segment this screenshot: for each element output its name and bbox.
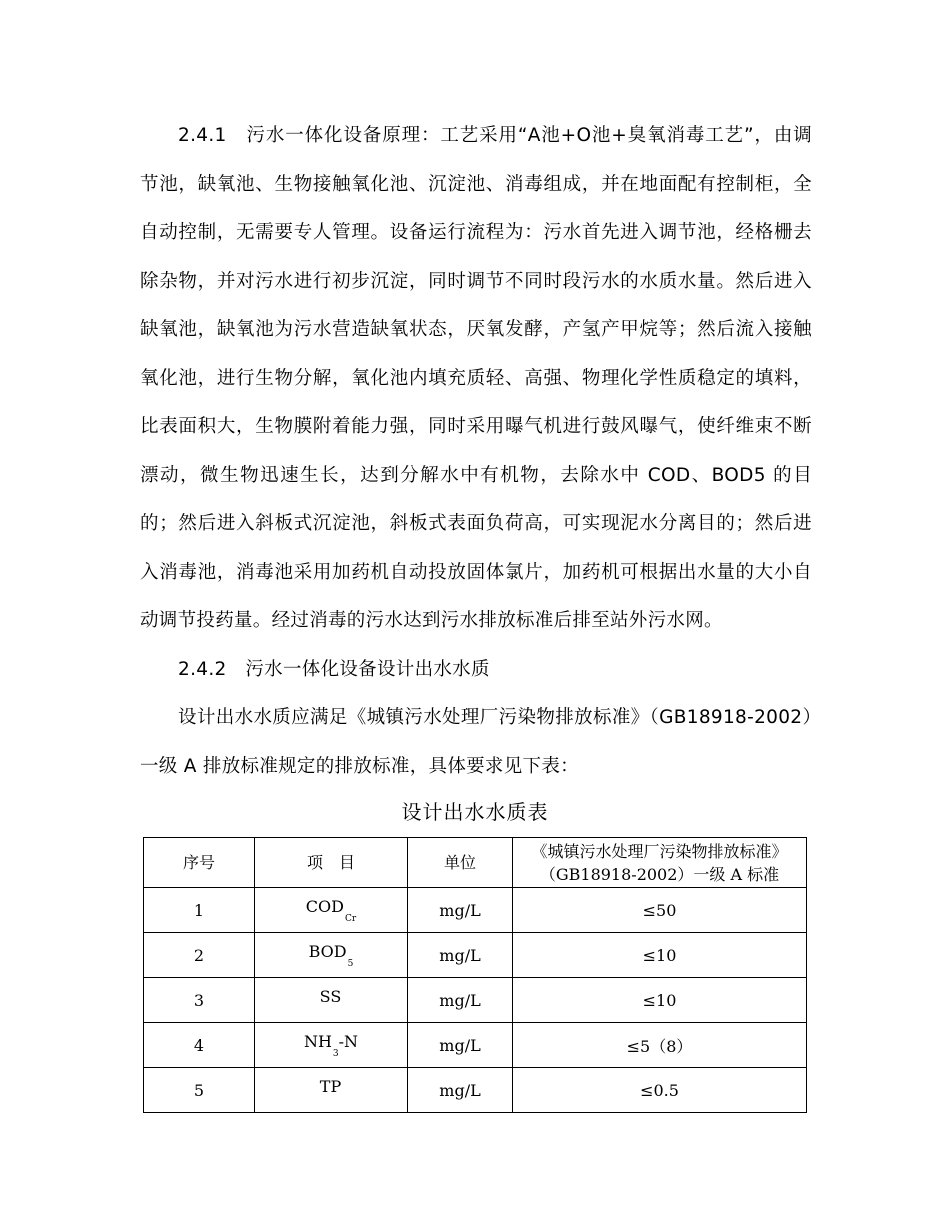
table-row xyxy=(144,978,807,1023)
item-name: BOD xyxy=(308,941,347,961)
heading-2-4-2: 2.4.2 污水一体化设备设计出水水质 xyxy=(178,658,490,680)
cell-no: 4 xyxy=(144,1023,255,1068)
table-row xyxy=(144,1023,807,1068)
cell-standard: ≤5（8） xyxy=(513,1023,807,1068)
paragraph-2-4-1: 2.4.1 污水一体化设备原理：工艺采用“A池+O池+臭氧消毒工艺”，由调节池，缺氧池、生物接触氧化池、沉淀池、消毒组成，并在地面配有控制柜，全自动控制，无需要专人管理。设备运行流程为：污水首先进入调节池，经格栅去除杂物，并对污水进行初步沉淀，同时调节不同时段污水的水质水量。然后进入缺氧池，缺氧池为污水营造缺氧状态，厌氧发酵，产氢产甲烷等；然后流入接触氧化池，进行生物分解，氧化池内填充质轻、高强、物理化学性质稳定的填料，比表面积大，生物膜附着能力强，同时采用曝气机进行鼓风曝气，使纤维束不断漂动，微生物迅速生长，达到分解水中有机物，去除水中 COD、BOD5 的目的；然后进入斜板式沉淀池，斜板式表面负荷高，可实现泥水分离目的；然后进入消毒池，消毒池采用加药机自动投放固体氯片，加药机可根据出水量的大小自动调节投药量。经过消毒的污水达到污水排放标准后排至站外污水网。 xyxy=(140,125,813,631)
item-name: COD xyxy=(305,896,344,916)
cell-standard: ≤50 xyxy=(513,888,807,933)
item-subscript: 3 xyxy=(332,1048,339,1059)
table-title: 设计出水水质表 xyxy=(401,800,549,824)
cell-standard: ≤0.5 xyxy=(513,1068,807,1113)
cell-unit: mg/L xyxy=(408,933,513,978)
cell-unit: mg/L xyxy=(408,1023,513,1068)
item-subscript: 5 xyxy=(347,958,354,969)
cell-unit: mg/L xyxy=(408,1068,513,1113)
body-text xyxy=(140,112,812,791)
cell-item xyxy=(255,933,408,978)
cell-no: 5 xyxy=(144,1068,255,1113)
cell-standard: ≤10 xyxy=(513,933,807,978)
cell-no: 2 xyxy=(144,933,255,978)
cell-item xyxy=(255,1023,408,1068)
cell-item xyxy=(255,978,408,1023)
item-subscript: Cr xyxy=(344,913,357,924)
header-item: 项 目 xyxy=(255,838,408,888)
item-name: TP xyxy=(319,1076,342,1096)
item-name: SS xyxy=(319,986,342,1006)
table-row xyxy=(144,888,807,933)
cell-unit: mg/L xyxy=(408,888,513,933)
cell-standard: ≤10 xyxy=(513,978,807,1023)
cell-no: 1 xyxy=(144,888,255,933)
table-header-row xyxy=(144,838,807,888)
cell-unit: mg/L xyxy=(408,978,513,1023)
water-quality-table xyxy=(143,837,807,1113)
header-standard: 《城镇污水处理厂污染物排放标准》（GB18918-2002）一级 A 标准 xyxy=(513,838,807,888)
header-no: 序号 xyxy=(144,838,255,888)
header-unit: 单位 xyxy=(408,838,513,888)
item-suffix: -N xyxy=(338,1031,359,1051)
item-name: NH xyxy=(303,1031,332,1051)
table-row xyxy=(144,1068,807,1113)
table-row xyxy=(144,933,807,978)
cell-item xyxy=(255,888,408,933)
cell-item xyxy=(255,1068,408,1113)
paragraph-standard-intro: 设计出水水质应满足《城镇污水处理厂污染物排放标准》（GB18918-2002）一级 A 排放标准规定的排放标准，具体要求见下表： xyxy=(140,707,812,777)
cell-no: 3 xyxy=(144,978,255,1023)
